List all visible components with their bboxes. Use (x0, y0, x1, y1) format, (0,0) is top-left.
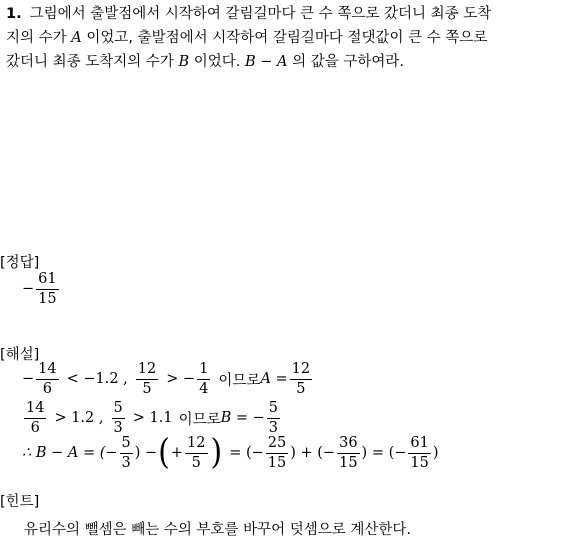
denominator: 6 (30, 419, 40, 436)
answer-section (0, 253, 39, 273)
denominator: 3 (268, 419, 279, 436)
fraction (408, 436, 430, 470)
problem-line-2 (6, 26, 572, 50)
numerator: 36 (337, 436, 359, 454)
denominator: 4 (199, 380, 209, 397)
explanation-line-2 (22, 401, 282, 435)
problem-text-2a: 지의 수가 (6, 30, 72, 46)
problem-text-1: 그림에서 출발점에서 시작하여 갈림길마다 큰 수 쪽으로 갔더니 최종 도착 (29, 6, 492, 22)
fraction (24, 401, 46, 435)
denominator: 6 (42, 380, 52, 397)
fraction (197, 362, 210, 396)
answer-numerator: 61 (36, 272, 58, 290)
numerator: 5 (267, 401, 280, 419)
variable-b: B (178, 54, 190, 70)
fraction (112, 401, 125, 435)
minus-sign: − (22, 371, 35, 387)
numerator: 25 (266, 436, 288, 454)
problem-line-3 (6, 50, 572, 74)
therefore-word: 이므로 (178, 411, 221, 428)
numerator: 12 (290, 362, 312, 380)
relation: > − (166, 371, 196, 387)
relation: > 1.2 , (54, 410, 104, 426)
denominator: 15 (339, 454, 358, 471)
denominator: 5 (142, 380, 152, 397)
answer-denominator: 15 (38, 290, 57, 307)
explanation-line-1 (22, 362, 314, 396)
operator: = (− (229, 445, 264, 461)
problem-text-2b: 이었고, 출발점에서 시작하여 갈림길마다 절댓값이 큰 수 쪽으로 (81, 30, 488, 46)
b-equals: B = − (220, 410, 265, 426)
expression-b-minus-a: B − A (245, 54, 288, 70)
fraction (290, 362, 312, 396)
numerator: 12 (185, 436, 207, 454)
denominator: 15 (267, 454, 287, 471)
numerator: 12 (136, 362, 158, 380)
explanation-heading: [해설] (0, 347, 40, 363)
hint-heading: [힌트] (0, 494, 40, 510)
operator: ) − (134, 445, 158, 461)
hint-section (0, 492, 39, 512)
operator: ) + (− (290, 445, 336, 461)
denominator: 3 (113, 419, 123, 436)
answer-fraction (36, 272, 58, 306)
fraction (337, 436, 359, 470)
numerator: 14 (36, 362, 58, 380)
denominator: 15 (410, 454, 429, 471)
numerator: 14 (24, 401, 46, 419)
big-paren-close: ) (210, 432, 223, 473)
explanation-line-3 (22, 432, 439, 473)
fraction (266, 436, 288, 470)
problem-statement (6, 2, 572, 74)
denominator: 5 (191, 454, 201, 471)
relation: > 1.1 (132, 410, 173, 426)
denominator: 5 (296, 380, 306, 397)
hint-text: 유리수의 뺄셈은 빼는 수의 부호를 바꾸어 덧셈으로 계산한다. (24, 522, 412, 538)
problem-line-1 (6, 2, 572, 26)
fraction (136, 362, 158, 396)
operator: ) = (− (361, 445, 407, 461)
plus-sign: + (170, 445, 184, 461)
denominator: 3 (121, 454, 131, 471)
relation: < −1.2 , (66, 371, 128, 387)
fraction (267, 401, 280, 435)
numerator: 61 (408, 436, 430, 454)
fraction (36, 362, 58, 396)
numerator: 5 (120, 436, 133, 454)
fraction (185, 436, 207, 470)
therefore-word: 이므로 (218, 372, 261, 389)
problem-number: 1. (6, 6, 22, 22)
a-equals: A = (260, 371, 288, 387)
operator: ) (432, 445, 439, 461)
variable-a: A (71, 30, 82, 46)
problem-text-3a: 갔더니 최종 도착지의 수가 (6, 54, 179, 70)
numerator: 5 (112, 401, 125, 419)
fraction (120, 436, 133, 470)
numerator: 1 (197, 362, 210, 380)
problem-text-3b: 이었다. (189, 54, 246, 70)
answer-value (22, 272, 61, 306)
answer-heading: [정답] (0, 255, 40, 271)
big-paren-open: ( (158, 432, 170, 473)
therefore-expression: ∴ B − A = (− (22, 445, 118, 461)
answer-sign: − (22, 281, 35, 297)
problem-text-3c: 의 값을 구하여라. (287, 54, 405, 70)
